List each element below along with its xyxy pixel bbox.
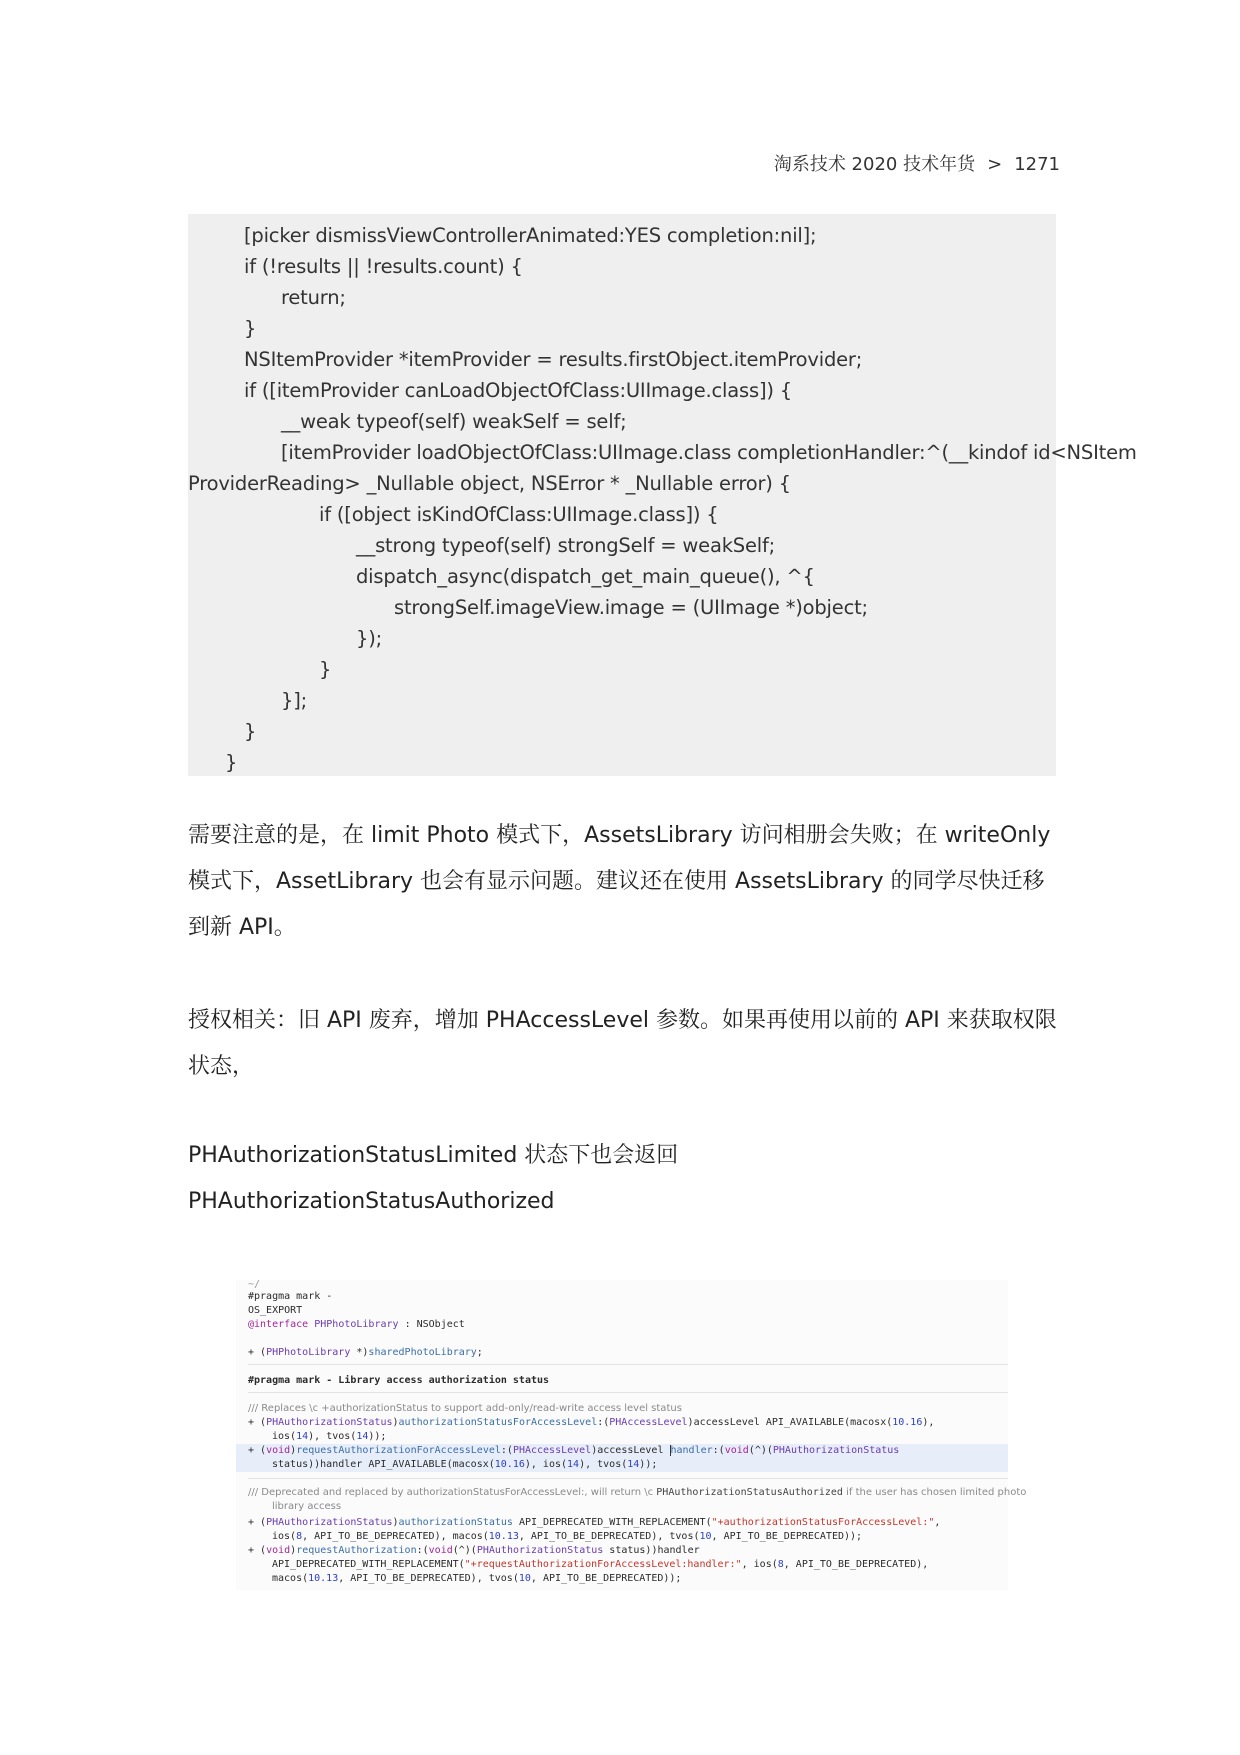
- paragraph-authorization-note: 授权相关：旧 API 废弃，增加 PHAccessLevel 参数。如果再使用以前的 API 来获取权限状态，: [188, 1008, 1057, 1079]
- code-line: [272, 1558, 928, 1572]
- code-divider: [248, 1392, 1008, 1393]
- code-block: [188, 214, 1137, 776]
- code-line: dispatch_async(dispatch_get_main_queue(), ^{: [356, 565, 815, 588]
- code-token: "+authorizationStatusForAccessLevel:": [711, 1517, 935, 1528]
- code-token: requestAuthorizationForAccessLevel: [296, 1445, 501, 1456]
- code-token: handler: [670, 1445, 713, 1456]
- code-token: 10: [699, 1531, 712, 1542]
- code-line-highlighted: [236, 1458, 1008, 1472]
- code-token: 10.16: [494, 1459, 525, 1470]
- code-line: OS_EXPORT: [248, 1305, 303, 1316]
- code-line: __strong typeof(self) strongSelf = weakSelf;: [356, 534, 776, 557]
- code-token: PHPhotoLibrary: [266, 1347, 351, 1358]
- code-token: ios(: [272, 1431, 297, 1442]
- code-token: PHAuthorizationStatus: [772, 1445, 900, 1456]
- code-token: , ios(: [741, 1559, 778, 1570]
- code-token: authorizationStatusForAccessLevel: [398, 1417, 598, 1428]
- code-line: strongSelf.imageView.image = (UIImage *)object;: [394, 596, 868, 619]
- code-comment-line: library access: [272, 1501, 342, 1512]
- code-token: , API_TO_BE_DEPRECATED),: [783, 1559, 929, 1570]
- code-token: : NSObject: [404, 1319, 465, 1330]
- code-line: [248, 1416, 934, 1430]
- code-line: [248, 1544, 700, 1558]
- code-token: ios(: [272, 1531, 297, 1542]
- code-token: 10.13: [488, 1531, 519, 1542]
- code-token: PHAccessLevel: [609, 1417, 688, 1428]
- code-token: ): [290, 1545, 297, 1556]
- code-token: , API_TO_BE_DEPRECATED));: [711, 1531, 863, 1542]
- page-number: 1271: [1014, 154, 1060, 175]
- code-line: return;: [281, 286, 346, 309]
- code-token: void: [266, 1545, 291, 1556]
- code-line: #pragma mark -: [248, 1291, 333, 1302]
- code-token: *): [350, 1347, 369, 1358]
- code-line: }: [225, 751, 238, 774]
- code-line: __weak typeof(self) weakSelf = self;: [281, 410, 627, 433]
- code-line: }: [244, 317, 257, 340]
- code-line: if (!results || !results.count) {: [244, 255, 523, 278]
- code-token: + (: [248, 1517, 267, 1528]
- code-token: PHAuthorizationStatusAuthorized: [656, 1487, 843, 1498]
- code-token: , API_TO_BE_DEPRECATED), tvos(: [518, 1531, 700, 1542]
- code-token: @interface: [248, 1319, 309, 1330]
- code-token: ));: [368, 1431, 387, 1442]
- code-token: + (: [248, 1347, 267, 1358]
- code-line: [248, 1516, 940, 1530]
- code-line: NSItemProvider *itemProvider = results.firstObject.itemProvider;: [244, 348, 863, 371]
- code-token: , API_TO_BE_DEPRECATED), macos(: [302, 1531, 489, 1542]
- code-token: PHAuthorizationStatus: [266, 1517, 393, 1528]
- code-token: status))handler: [603, 1545, 700, 1556]
- code-token: void: [428, 1545, 453, 1556]
- code-token: ): [392, 1517, 399, 1528]
- code-line: [itemProvider loadObjectOfClass:UIImage.class completionHandler:^(__kindof id<NSItem: [281, 441, 1137, 464]
- code-token: 10.16: [892, 1417, 923, 1428]
- code-token: 10: [518, 1573, 531, 1584]
- code-line: [picker dismissViewControllerAnimated:YES completion:nil];: [244, 224, 817, 247]
- code-divider: [248, 1478, 1008, 1479]
- code-line: [272, 1530, 862, 1544]
- code-line: [248, 1318, 465, 1332]
- code-token: )accessLevel API_AVAILABLE(macosx(: [687, 1417, 893, 1428]
- code-token: API_DEPRECATED_WITH_REPLACEMENT(: [512, 1517, 712, 1528]
- code-token: (^)(: [748, 1445, 773, 1456]
- code-token: 14: [567, 1459, 580, 1470]
- code-token: PHPhotoLibrary: [314, 1319, 399, 1330]
- code-token: macos(: [272, 1573, 309, 1584]
- code-token: status))handler API_AVAILABLE(macosx(: [272, 1459, 495, 1470]
- code-line: [272, 1572, 681, 1586]
- code-divider: [248, 1364, 1008, 1365]
- code-token: :(: [712, 1445, 725, 1456]
- code-line: if ([object isKindOfClass:UIImage.class]) {: [319, 503, 719, 526]
- code-token: ;: [476, 1347, 483, 1358]
- code-token: 14: [627, 1459, 640, 1470]
- code-token: sharedPhotoLibrary: [368, 1347, 477, 1358]
- code-token: 14: [356, 1431, 369, 1442]
- code-token: :(: [416, 1545, 429, 1556]
- code-line: [272, 1430, 386, 1444]
- code-line: if ([itemProvider canLoadObjectOfClass:UIImage.class]) {: [244, 379, 792, 402]
- code-token: , API_TO_BE_DEPRECATED));: [530, 1573, 682, 1584]
- code-line: }: [244, 720, 257, 743]
- code-token: ): [290, 1445, 297, 1456]
- code-token: :(: [597, 1417, 610, 1428]
- code-token: /// Replaces \c: [248, 1403, 322, 1414]
- code-token: ): [392, 1417, 399, 1428]
- book-title: 淘系技术 2020 技术年货: [773, 154, 976, 175]
- code-token: ,: [934, 1517, 941, 1528]
- paragraph-status-limited: PHAuthorizationStatusLimited 状态下也会返回: [188, 1143, 679, 1168]
- code-line: ~/: [248, 1279, 261, 1290]
- code-token: void: [724, 1445, 749, 1456]
- code-line-highlighted: [236, 1444, 1008, 1458]
- code-token: :(: [500, 1445, 513, 1456]
- code-token: PHAccessLevel: [512, 1445, 592, 1456]
- code-token: PHAuthorizationStatus: [266, 1417, 393, 1428]
- code-token: requestAuthorization: [296, 1545, 417, 1556]
- code-line: [248, 1346, 483, 1360]
- page-header: [0, 150, 1060, 176]
- code-token: , API_TO_BE_DEPRECATED), tvos(: [338, 1573, 519, 1584]
- code-comment-line: [248, 1486, 1026, 1500]
- code-token: void: [266, 1445, 291, 1456]
- code-token: PHAuthorizationStatus: [476, 1545, 604, 1556]
- code-line: }];: [281, 689, 307, 712]
- code-token: + (: [248, 1445, 267, 1456]
- code-token: + (: [248, 1545, 267, 1556]
- code-token: authorizationStatus: [398, 1517, 513, 1528]
- code-token: + (: [248, 1417, 267, 1428]
- code-token: )accessLevel: [591, 1445, 670, 1456]
- code-line: });: [356, 627, 382, 650]
- code-token: API_DEPRECATED_WITH_REPLACEMENT(: [272, 1559, 465, 1570]
- code-screenshot: [236, 1279, 1027, 1590]
- code-token: if the user has chosen limited photo: [842, 1487, 1027, 1498]
- code-token: +authorizationStatus to support add-only/read-write access level status: [321, 1403, 682, 1414]
- code-token: 14: [296, 1431, 309, 1442]
- code-token: (^)(: [452, 1545, 477, 1556]
- header-separator: >: [987, 154, 1003, 175]
- code-token: 8: [777, 1559, 784, 1570]
- code-token: ));: [639, 1459, 658, 1470]
- paragraph-assets-library-note: 需要注意的是，在 limit Photo 模式下，AssetsLibrary 访问相册会失败；在 writeOnly 模式下，AssetLibrary 也会有显示问题。建议还在使用 AssetsLibrary 的同学尽快迁移到新 API。: [188, 823, 1051, 940]
- code-comment-line: [248, 1402, 682, 1416]
- code-token: 8: [296, 1531, 303, 1542]
- code-token: /// Deprecated and replaced by authorizationStatusForAccessLevel:, will return \c: [248, 1487, 657, 1498]
- code-token: ), tvos(: [579, 1459, 628, 1470]
- code-line: #pragma mark - Library access authorization status: [248, 1375, 550, 1386]
- code-line: }: [319, 658, 332, 681]
- code-token: "+requestAuthorizationForAccessLevel:handler:": [464, 1559, 742, 1570]
- code-token: ), tvos(: [308, 1431, 357, 1442]
- code-token: ), ios(: [524, 1459, 568, 1470]
- paragraph-status-authorized: PHAuthorizationStatusAuthorized: [188, 1189, 555, 1214]
- code-line: ProviderReading> _Nullable object, NSError * _Nullable error) {: [188, 472, 791, 495]
- code-token: ),: [922, 1417, 935, 1428]
- code-token: 10.13: [308, 1573, 339, 1584]
